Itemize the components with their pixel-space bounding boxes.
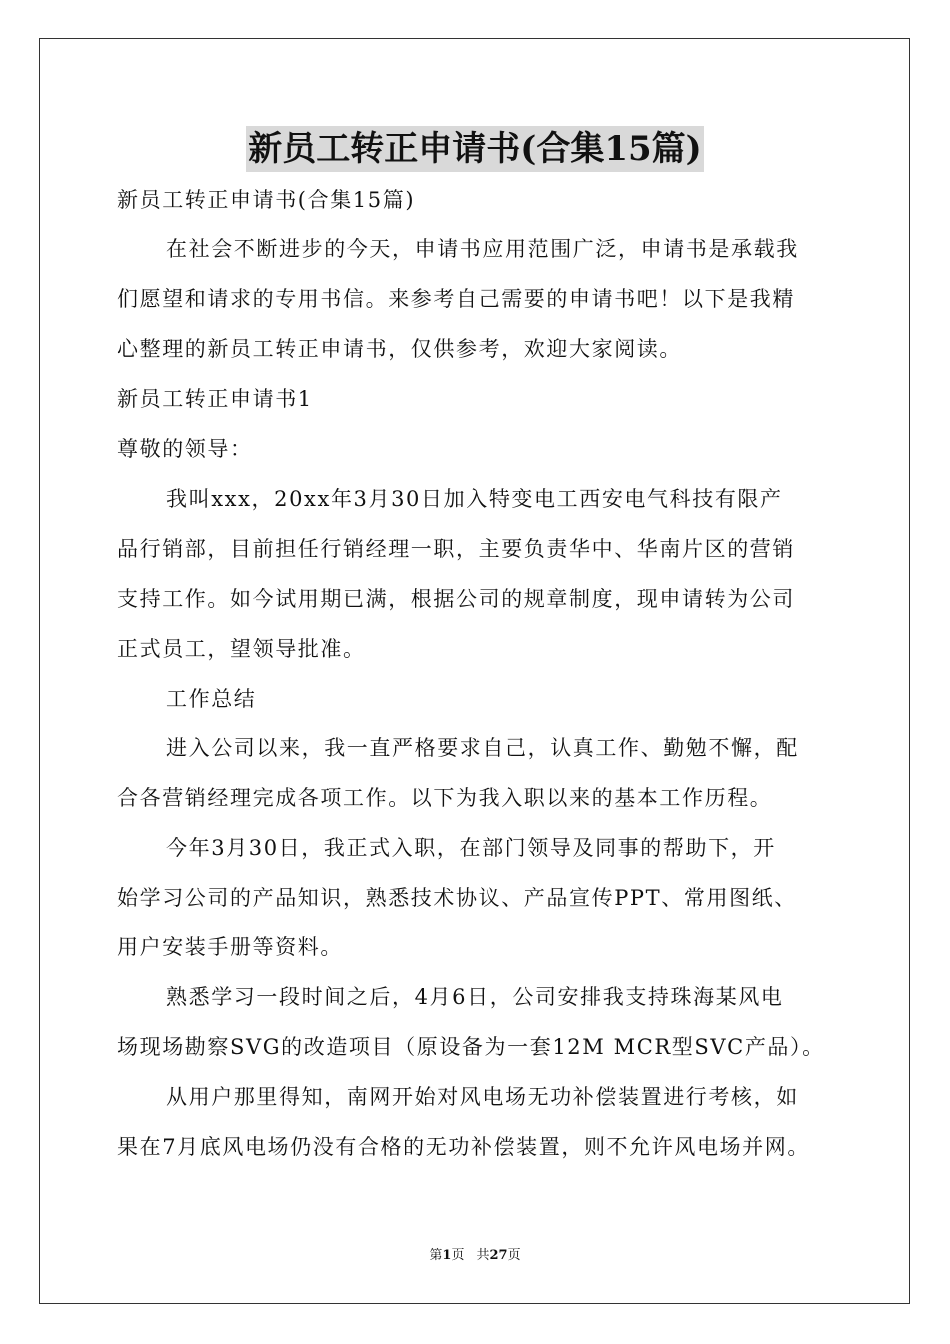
paragraph-line: 心整理的新员工转正申请书，仅供参考，欢迎大家阅读。 (117, 337, 682, 361)
subsection-heading: 工作总结 (166, 687, 257, 711)
subtitle-line: 新员工转正申请书(合集15篇) (117, 188, 416, 212)
total-prefix: 共 (476, 1248, 490, 1263)
page-border (39, 38, 910, 1304)
total-pages: 27 (489, 1248, 508, 1263)
paragraph-line: 正式员工，望领导批准。 (117, 637, 366, 661)
page-suffix: 页 (451, 1248, 465, 1263)
paragraph-line: 始学习公司的产品知识，熟悉技术协议、产品宣传PPT、常用图纸、 (117, 886, 797, 910)
paragraph-line: 合各营销经理完成各项工作。以下为我入职以来的基本工作历程。 (117, 786, 773, 810)
paragraph-line: 进入公司以来，我一直严格要求自己，认真工作、勤勉不懈，配 (166, 736, 799, 760)
paragraph-line: 用户安装手册等资料。 (117, 935, 343, 959)
paragraph-line: 场现场勘察SVG的改造项目（原设备为一套12M MCR型SVC产品）。 (117, 1035, 825, 1059)
page-prefix: 第 (429, 1248, 443, 1263)
document-title: 新员工转正申请书(合集15篇) (246, 126, 704, 172)
paragraph-line: 支持工作。如今试用期已满，根据公司的规章制度，现申请转为公司 (117, 587, 795, 611)
paragraph-line: 今年3月30日，我正式入职，在部门领导及同事的帮助下，开 (166, 836, 776, 860)
paragraph-line: 我叫xxx，20xx年3月30日加入特变电工西安电气科技有限产 (166, 487, 783, 511)
paragraph-line: 在社会不断进步的今天，申请书应用范围广泛，申请书是承载我 (166, 237, 799, 261)
page-number: 1 (442, 1248, 452, 1263)
title-container (0, 126, 950, 172)
paragraph-line: 果在7月底风电场仍没有合格的无功补偿装置，则不允许风电场并网。 (117, 1135, 810, 1159)
paragraph-line: 们愿望和请求的专用书信。来参考自己需要的申请书吧！以下是我精 (117, 287, 795, 311)
total-suffix: 页 (507, 1248, 521, 1263)
paragraph-line: 熟悉学习一段时间之后，4月6日，公司安排我支持珠海某风电 (166, 985, 784, 1009)
section-heading: 新员工转正申请书1 (117, 387, 313, 411)
paragraph-line: 品行销部，目前担任行销经理一职，主要负责华中、华南片区的营销 (117, 537, 795, 561)
paragraph-line: 从用户那里得知，南网开始对风电场无功补偿装置进行考核，如 (166, 1085, 799, 1109)
page-footer (0, 1247, 950, 1265)
salutation: 尊敬的领导： (117, 437, 253, 461)
